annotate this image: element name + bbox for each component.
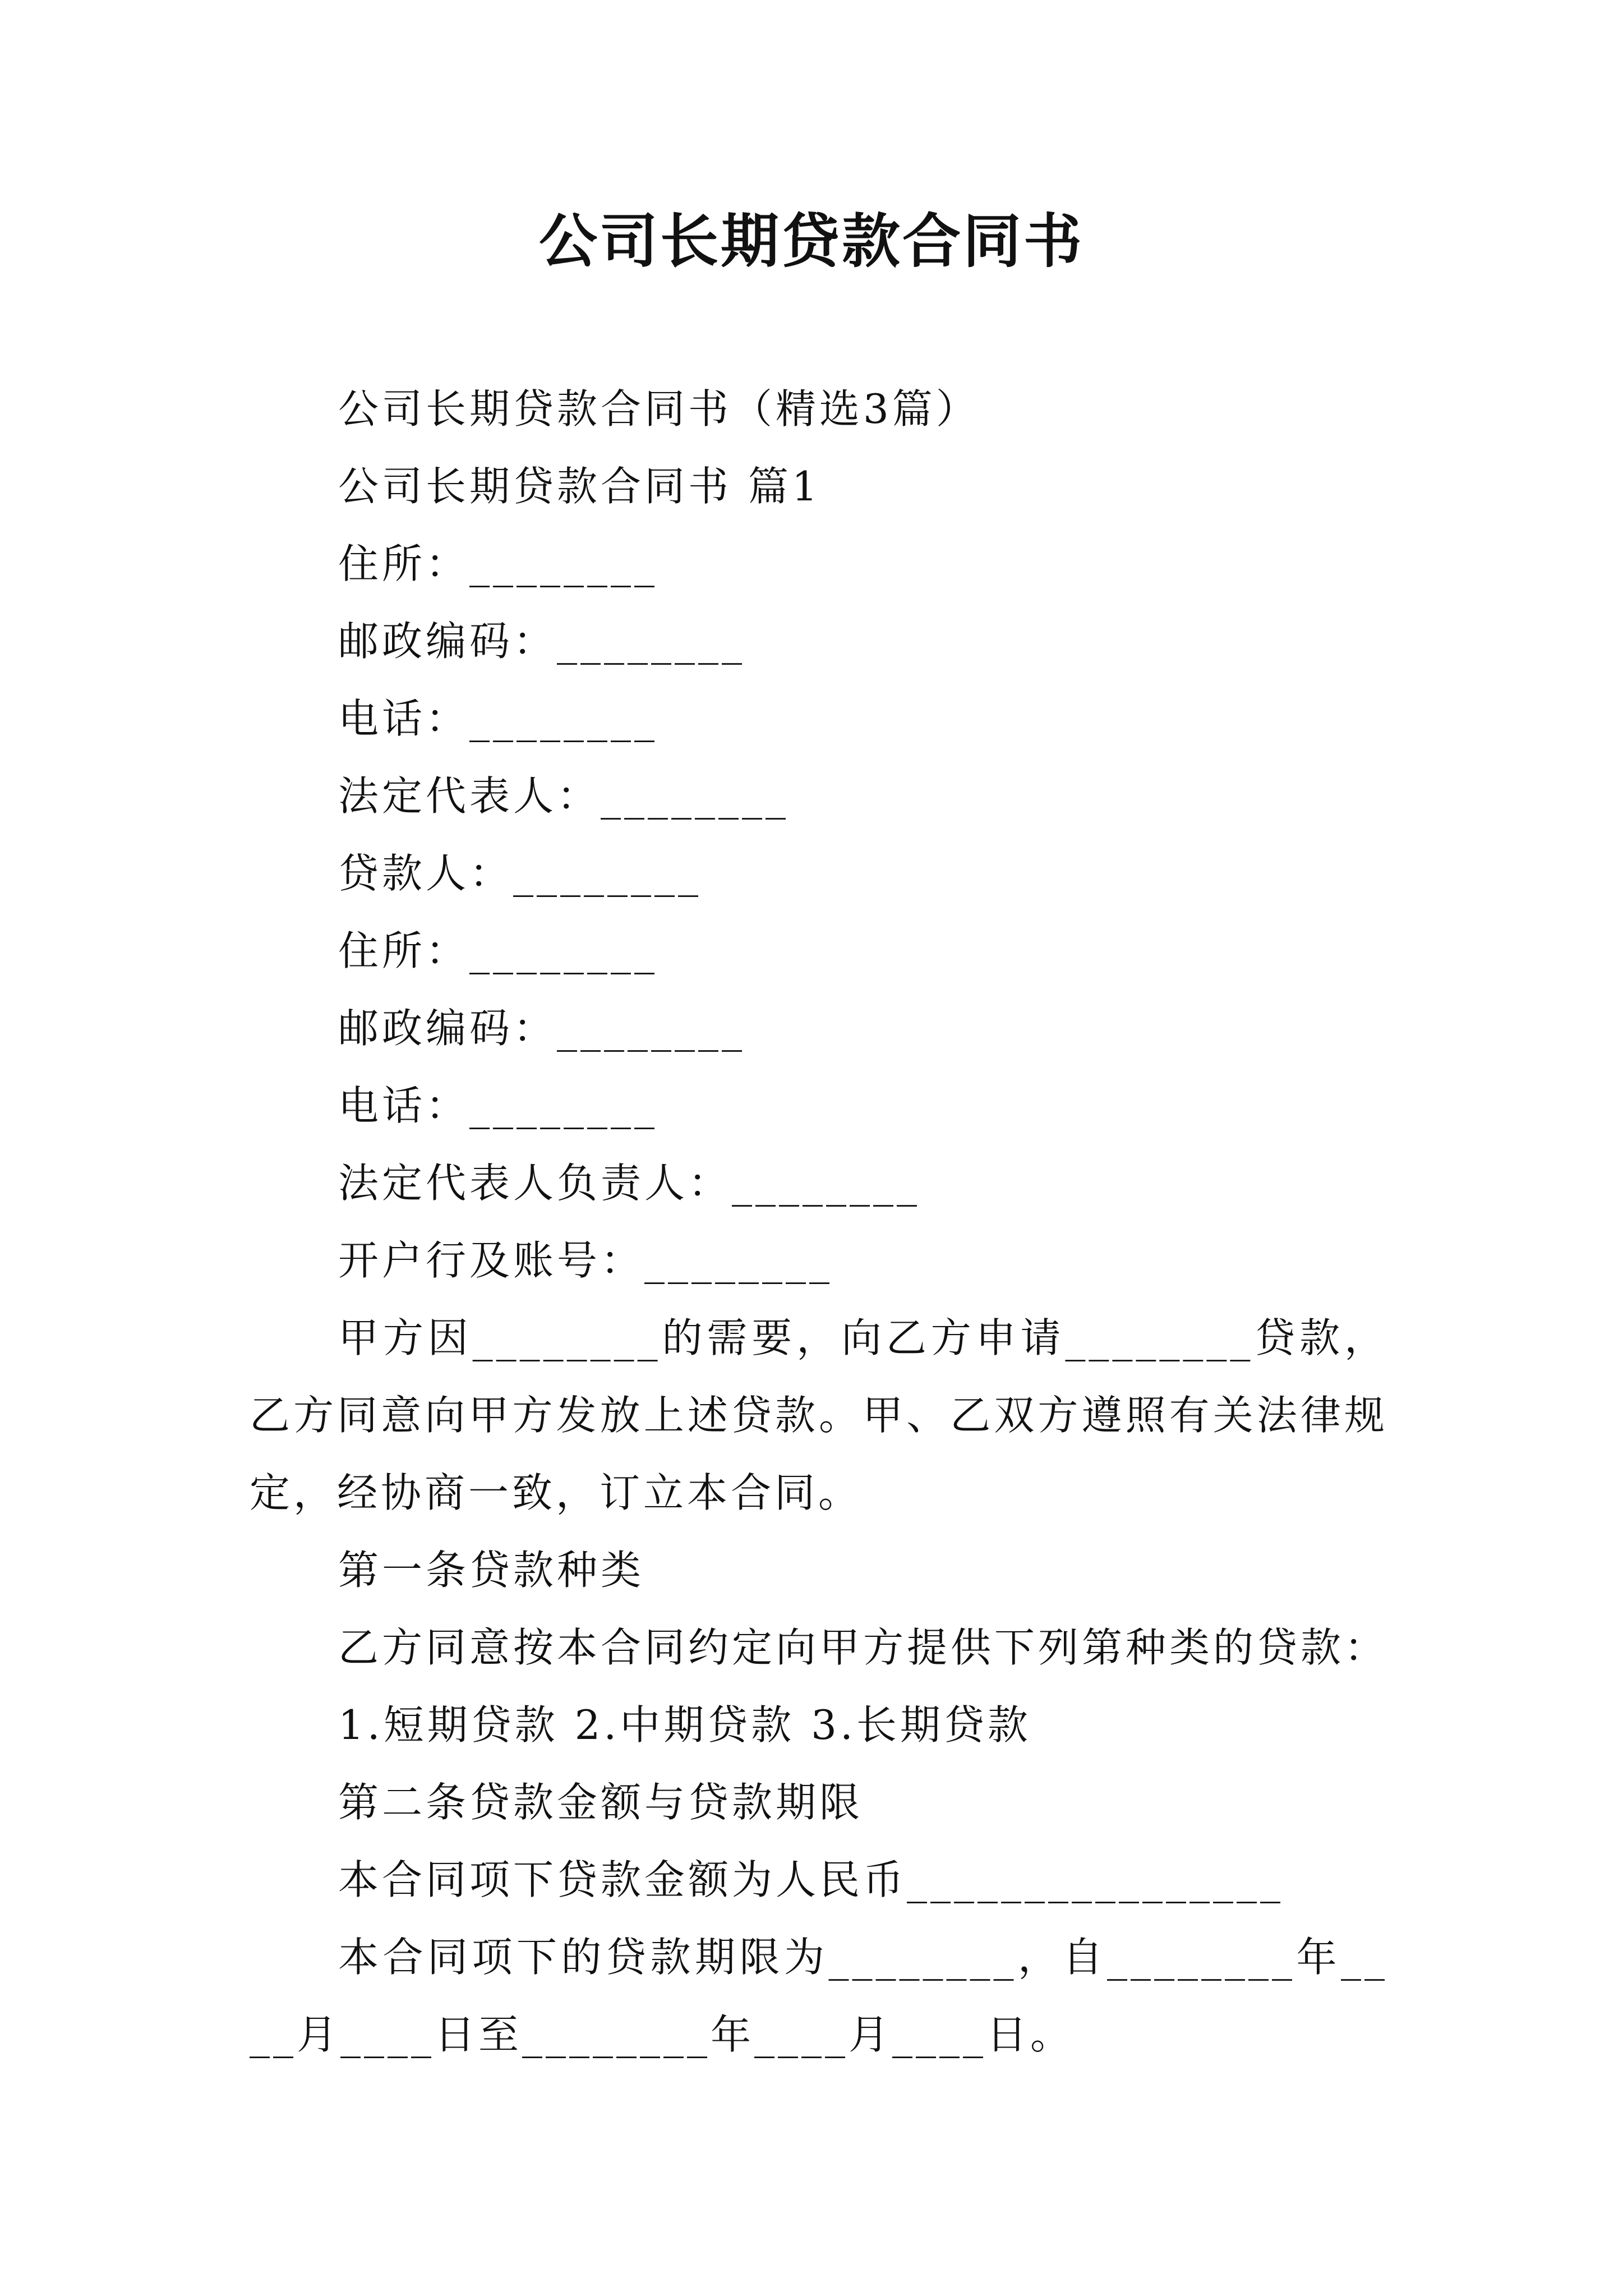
paragraph-lender: 贷款人：________	[338, 850, 702, 897]
paragraph-article-2-heading: 第二条贷款金额与贷款期限	[338, 1779, 864, 1826]
paragraph-bank-account: 开户行及账号：________	[338, 1237, 833, 1284]
paragraph-lender-representative: 法定代表人负责人：________	[338, 1159, 921, 1207]
paragraph-preamble: 甲方因________的需要，向乙方申请________贷款，乙方同意向甲方发放上述贷款。甲、乙双方遵照有关法律规定，经协商一致，订立本合同。	[250, 1314, 1388, 1516]
paragraph-article-1-text: 乙方同意按本合同约定向甲方提供下列第种类的贷款：	[338, 1624, 1389, 1671]
paragraph-borrower-phone: 电话：________	[338, 695, 658, 742]
paragraph-lender-address: 住所：________	[338, 927, 658, 974]
paragraph-lender-phone: 电话：________	[338, 1082, 658, 1129]
paragraph-borrower-address: 住所：________	[338, 540, 658, 587]
paragraph-article-1-heading: 第一条贷款种类	[338, 1547, 645, 1594]
paragraph-loan-term: 本合同项下的贷款期限为________，自________年____月____日至________年____月____日。	[250, 1934, 1388, 2058]
document-body	[250, 370, 1388, 2073]
paragraph-lender-postcode: 邮政编码：________	[338, 1005, 746, 1052]
document-title: 公司长期贷款合同书	[538, 206, 1084, 275]
paragraph-article-heading: 公司长期贷款合同书 篇1	[338, 463, 821, 510]
paragraph-borrower-postcode: 邮政编码：________	[338, 618, 746, 665]
paragraph-loan-amount: 本合同项下贷款金额为人民币________________	[338, 1856, 1284, 1903]
paragraph-borrower-legal-representative: 法定代表人：________	[338, 772, 790, 820]
paragraph-loan-types: 1.短期贷款 2.中期贷款 3.长期贷款	[338, 1701, 1031, 1749]
paragraph-selection-heading: 公司长期贷款合同书（精选3篇）	[338, 385, 980, 432]
